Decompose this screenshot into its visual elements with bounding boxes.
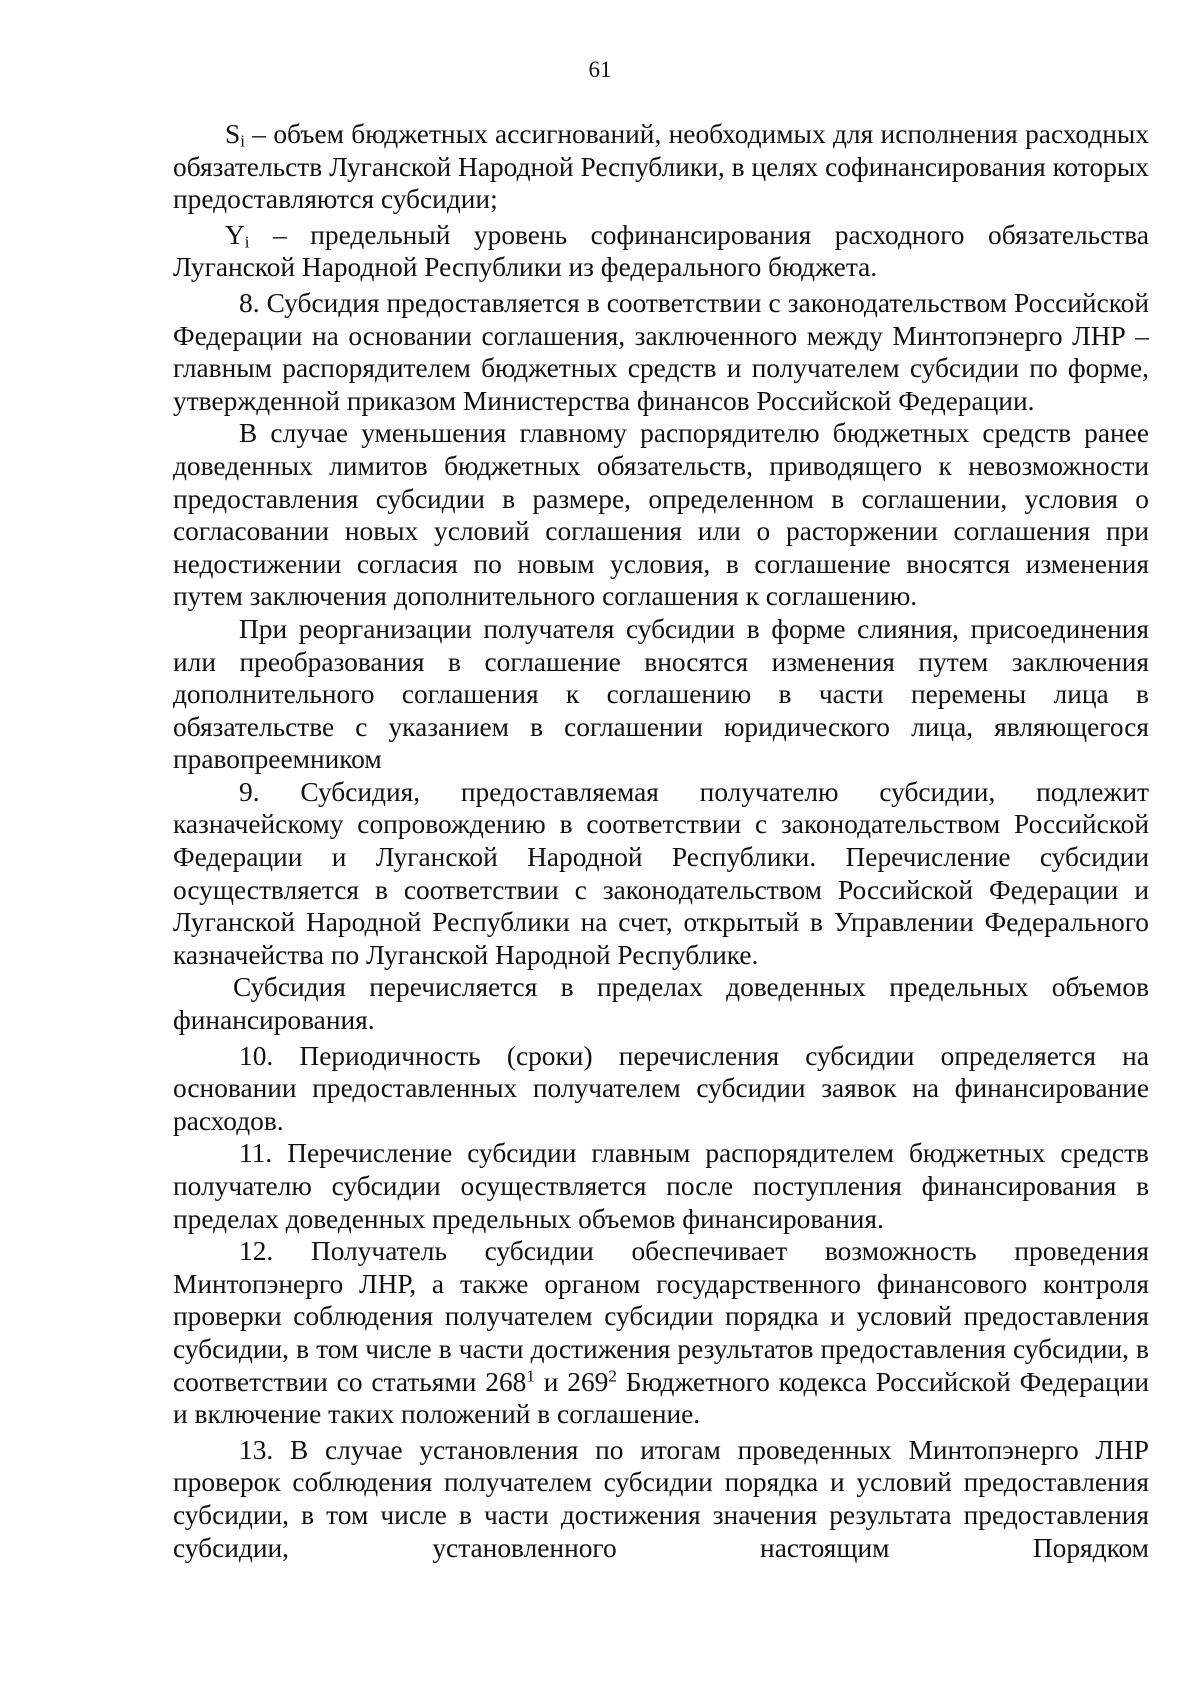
subscript-i: i [240, 131, 245, 151]
item-12-text-part1: 12. Получатель субсидии обеспечивает возможность проведения Минтопэнерго ЛНР, а также органом государственного финансового контроля проверки соблюдения получателем субсидии порядка и условий предоставления субсидии, в том числе в части достижения результатов предоставления субсидии, в соответствии со статьями 268 [173, 1236, 1149, 1397]
superscript-1: 1 [526, 1366, 535, 1386]
paragraph-item-9: 9. Субсидия, предоставляемая получателю субсидии, подлежит казначейскому сопровождению в соответствии с законодательством Российской Федерации и Луганской Народной Республики. Перечисление субсидии осуществляется в соответствии с законодательством Российской Федерации и Луганской Народной Республики на счет, открытый в Управлении Федерального казначейства по Луганской Народной Республике. [173, 776, 1149, 970]
paragraph-limit-reduction: В случае уменьшения главному распорядителю бюджетных средств ранее доведенных лимитов бюджетных обязательств, приводящего к невозможности предоставления субсидии в размере, определенном в соглашении, условия о согласовании новых условий соглашения или о расторжении соглашения при недостижении согласия по новым условия, в соглашение вносятся изменения путем заключения дополнительного соглашения к соглашению. [173, 418, 1149, 612]
variable-y: Y [225, 219, 245, 250]
paragraph-reorganization: При реорганизации получателя субсидии в форме слияния, присоединения или преобразования в соглашение вносятся изменения путем заключения дополнительного соглашения к соглашению в части перемены лица в обязательстве с указанием в соглашении юридического лица, являющегося правопреемником [173, 613, 1149, 775]
si-definition-text: – объем бюджетных ассигнований, необходимых для исполнения расходных обязательств Луганской Народной Республики, в целях софинансирования которых предоставляются субсидии; [173, 119, 1149, 215]
page-number: 61 [588, 57, 612, 82]
item-12-text-part3: Бюджетного кодекса Российской Федерации и включение таких положений в соглашение. [173, 1366, 1149, 1430]
paragraph-si-definition [173, 118, 1149, 216]
item-12-text-part2: и 269 [534, 1366, 609, 1397]
paragraph-item-12 [173, 1235, 1149, 1431]
paragraph-yi-definition [173, 219, 1149, 284]
document-body [173, 118, 1149, 1564]
subscript-i: i [244, 232, 250, 252]
paragraph-transfer-limits: Субсидия перечисляется в пределах доведенных предельных объемов финансирования. [173, 972, 1149, 1036]
paragraph-item-8: 8. Субсидия предоставляется в соответствии с законодательством Российской Федерации на основании соглашения, заключенного между Минтопэнерго ЛНР – главным распорядителем бюджетных средств и получателем субсидии по форме, утвержденной приказом Министерства финансов Российской Федерации. [173, 287, 1149, 416]
yi-definition-text: – предельный уровень софинансирования расходного обязательства Луганской Народной Республики из федерального бюджета. [173, 219, 1149, 283]
superscript-2: 2 [608, 1366, 617, 1386]
paragraph-item-13: 13. В случае установления по итогам проведенных Минтопэнерго ЛНР проверок соблюдения получателем субсидии порядка и условий предоставления субсидии, в том числе в части достижения значения результата предоставления субсидии, установленного настоящим Порядком [173, 1434, 1149, 1563]
paragraph-item-11: 11. Перечисление субсидии главным распорядителем бюджетных средств получателю субсидии осуществляется после поступления финансирования в пределах доведенных предельных объемов финансирования. [173, 1138, 1149, 1234]
paragraph-item-10: 10. Периодичность (сроки) перечисления субсидии определяется на основании предоставленных получателем субсидии заявок на финансирование расходов. [173, 1040, 1149, 1136]
variable-s: S [225, 119, 241, 149]
